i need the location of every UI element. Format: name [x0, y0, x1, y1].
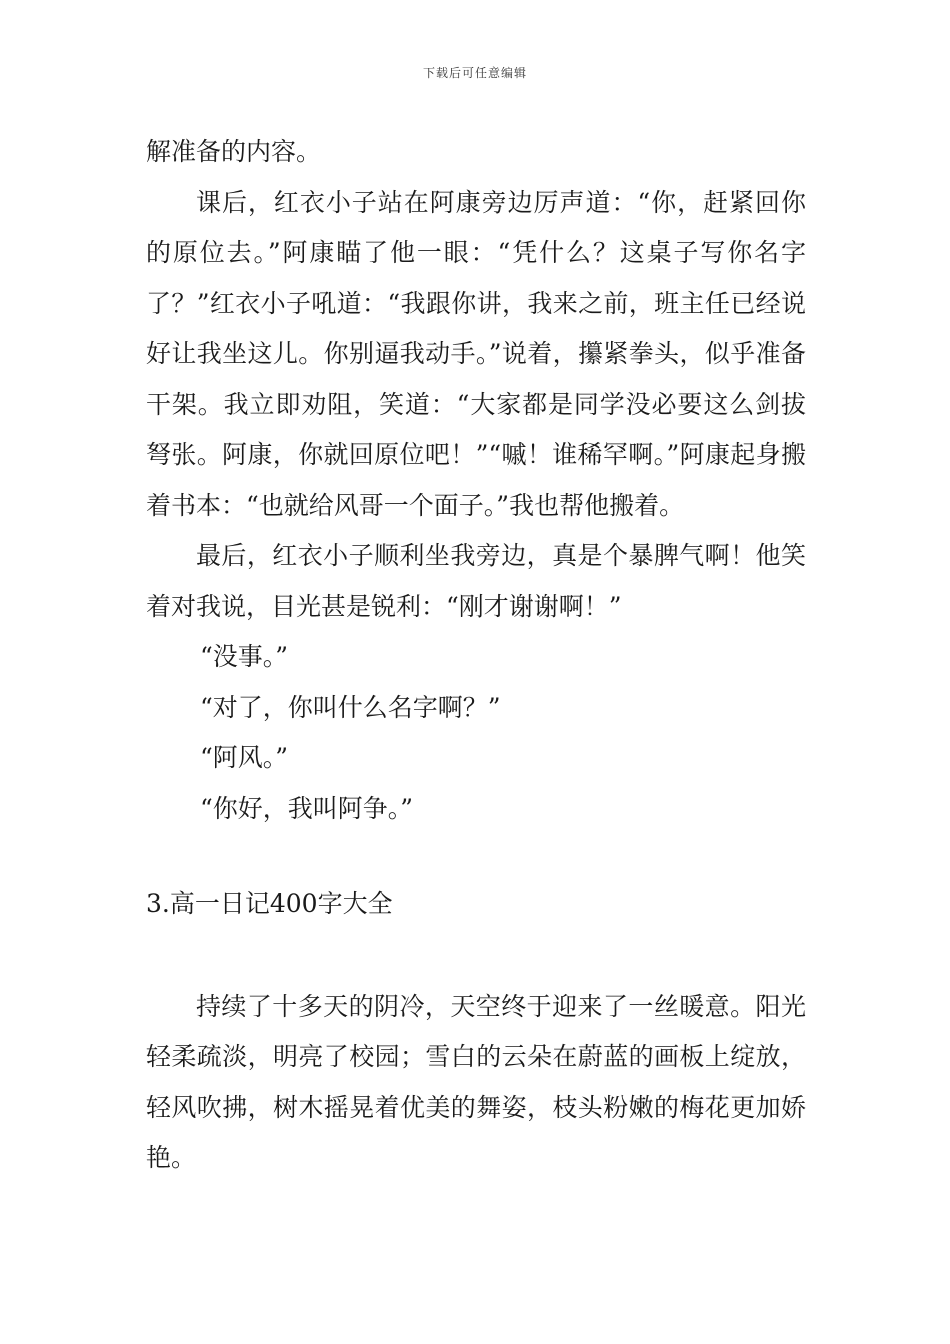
paragraph-conflict: 课后，红衣小子站在阿康旁边厉声道：“你，赶紧回你的原位去。”阿康瞄了他一眼：“凭什么？这桌子写你名字了？”红衣小子吼道：“我跟你讲，我来之前，班主任已经说好让我坐这儿。你别逼我动手。”说着，攥紧拳头，似乎准备干架。我立即劝阻，笑道：“大家都是同学没必要这么剑拔弩张。阿康，你就回原位吧！”“嘁！谁稀罕啊。”阿康起身搬着书本：“也就给风哥一个面子。”我也帮他搬着。 — [146, 187, 806, 520]
paragraph-diary: 持续了十多天的阴冷，天空终于迎来了一丝暖意。阳光轻柔疏淡，明亮了校园；雪白的云朵在蔚蓝的画板上绽放，轻风吹拂，树木摇晃着优美的舞姿，枝头粉嫩的梅花更加娇艳。 — [146, 991, 806, 1172]
document-body — [146, 127, 806, 1184]
dialogue-line: “对了，你叫什么名字啊？” — [200, 692, 501, 722]
dialogue-line: “没事。” — [200, 642, 289, 671]
page-header: 下载后可任意编辑 — [422, 66, 527, 80]
paragraph-continuation: 解准备的内容。 — [146, 137, 322, 166]
dialogue-line: “阿风。” — [200, 743, 289, 772]
dialogue-line: “你好，我叫阿争。” — [200, 793, 414, 823]
paragraph-final: 最后，红衣小子顺利坐我旁边，真是个暴脾气啊！他笑着对我说，目光甚是锐利：“刚才谢谢啊！” — [146, 541, 806, 621]
section-heading: 3.高一日记400字大全 — [146, 889, 393, 918]
